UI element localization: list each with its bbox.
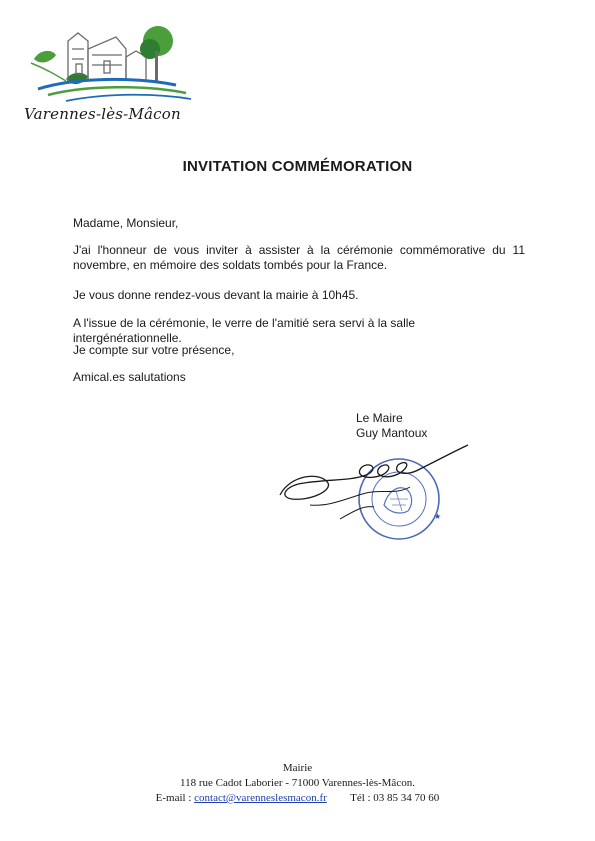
paragraph-reception: A l'issue de la cérémonie, le verre de l'amitié sera servi à la salle intergénérationnelle. bbox=[73, 316, 416, 345]
footer-address: 118 rue Cadot Laborier - 71000 Varennes-lès-Mâcon. bbox=[180, 777, 415, 789]
signature-graphic bbox=[270, 435, 470, 525]
footer-phone: Tél : 03 85 34 70 60 bbox=[350, 792, 440, 804]
footer-organization: Mairie bbox=[282, 762, 313, 774]
handwritten-signature bbox=[270, 435, 470, 525]
closing-salutations: Amical.es salutations bbox=[73, 370, 186, 384]
page-title: INVITATION COMMÉMORATION bbox=[182, 158, 413, 175]
salutation: Madame, Monsieur, bbox=[73, 216, 179, 230]
footer-contact bbox=[0, 792, 595, 804]
signatory-role: Le Maire bbox=[356, 411, 403, 425]
paragraph-meeting-time: Je vous donne rendez-vous devant la mairie à 10h45. bbox=[73, 288, 359, 302]
paragraph-closing: Je compte sur votre présence, bbox=[73, 343, 235, 357]
logo-wordmark: Varennes-lès-Mâcon bbox=[24, 105, 181, 123]
signatory-name: Guy Mantoux bbox=[356, 426, 428, 440]
svg-text:★: ★ bbox=[434, 512, 442, 521]
paragraph-invitation: J'ai l'honneur de vous inviter à assister à la cérémonie commémorative du 11 novembre, en mémoire des soldats tombés pour la France. bbox=[73, 243, 525, 272]
footer-email-link[interactable]: contact@varenneslesmacon.fr bbox=[194, 792, 327, 804]
footer-email-label: E-mail : bbox=[155, 792, 192, 804]
